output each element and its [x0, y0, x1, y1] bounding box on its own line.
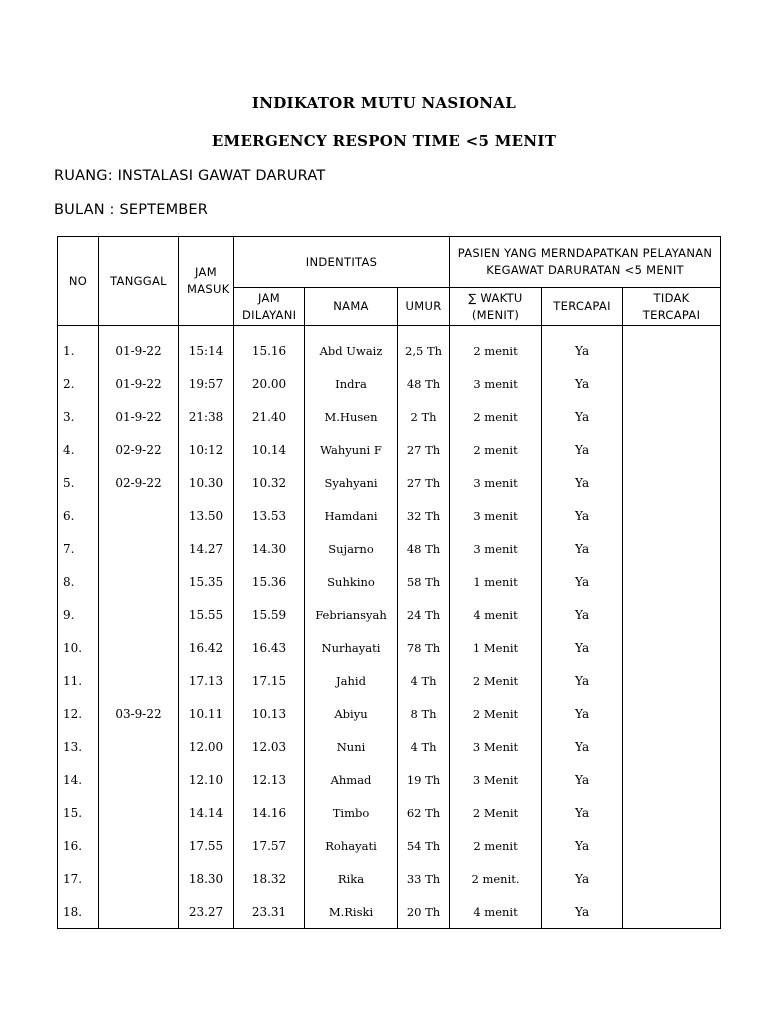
- cell-jam-masuk: 14.27: [179, 532, 234, 565]
- table-row: [58, 895, 721, 929]
- table-row: [58, 532, 721, 565]
- cell-nama: Jahid: [305, 664, 398, 697]
- cell-no: 12.: [58, 697, 99, 730]
- cell-tercapai: Ya: [542, 829, 623, 862]
- cell-jam-masuk: 21:38: [179, 400, 234, 433]
- cell-tidak-tercapai: [623, 433, 721, 466]
- cell-jam-dilayani: 15.16: [234, 326, 305, 368]
- cell-tidak-tercapai: [623, 664, 721, 697]
- cell-jam-dilayani: 14.30: [234, 532, 305, 565]
- cell-umur: 24 Th: [398, 598, 450, 631]
- cell-waktu: 4 menit: [450, 598, 542, 631]
- cell-tercapai: Ya: [542, 862, 623, 895]
- cell-tidak-tercapai: [623, 367, 721, 400]
- cell-tanggal: [99, 796, 179, 829]
- table-row: [58, 730, 721, 763]
- cell-tanggal: 03-9-22: [99, 697, 179, 730]
- cell-jam-dilayani: 10.13: [234, 697, 305, 730]
- cell-nama: Abd Uwaiz: [305, 326, 398, 368]
- cell-tidak-tercapai: [623, 565, 721, 598]
- table-row: [58, 400, 721, 433]
- cell-tidak-tercapai: [623, 631, 721, 664]
- cell-umur: 4 Th: [398, 730, 450, 763]
- cell-jam-masuk: 18.30: [179, 862, 234, 895]
- cell-tanggal: 01-9-22: [99, 326, 179, 368]
- cell-waktu: 2 menit: [450, 400, 542, 433]
- table-row: [58, 598, 721, 631]
- cell-umur: 62 Th: [398, 796, 450, 829]
- cell-jam-dilayani: 12.13: [234, 763, 305, 796]
- table-body: [58, 326, 721, 929]
- header-tercapai: TERCAPAI: [542, 288, 623, 326]
- cell-nama: Febriansyah: [305, 598, 398, 631]
- header-no: NO: [58, 237, 99, 326]
- cell-tanggal: 02-9-22: [99, 466, 179, 499]
- cell-jam-dilayani: 15.59: [234, 598, 305, 631]
- cell-nama: Rika: [305, 862, 398, 895]
- document-title: INDIKATOR MUTU NASIONAL: [251, 94, 517, 112]
- cell-umur: 48 Th: [398, 532, 450, 565]
- cell-tanggal: 02-9-22: [99, 433, 179, 466]
- cell-tercapai: Ya: [542, 763, 623, 796]
- cell-no: 9.: [58, 598, 99, 631]
- cell-waktu: 3 menit: [450, 466, 542, 499]
- cell-waktu: 2 menit: [450, 829, 542, 862]
- cell-nama: Sujarno: [305, 532, 398, 565]
- table-row: [58, 763, 721, 796]
- cell-umur: 20 Th: [398, 895, 450, 929]
- header-jam-dilayani: JAM DILAYANI: [234, 288, 305, 326]
- cell-umur: 78 Th: [398, 631, 450, 664]
- cell-no: 14.: [58, 763, 99, 796]
- document-subtitle: EMERGENCY RESPON TIME <5 MENIT: [211, 132, 557, 150]
- header-jam-masuk: JAM MASUK: [179, 237, 234, 326]
- cell-jam-masuk: 17.13: [179, 664, 234, 697]
- table-row: [58, 367, 721, 400]
- cell-jam-dilayani: 15.36: [234, 565, 305, 598]
- cell-jam-dilayani: 18.32: [234, 862, 305, 895]
- cell-tercapai: Ya: [542, 433, 623, 466]
- cell-tanggal: [99, 829, 179, 862]
- cell-jam-dilayani: 20.00: [234, 367, 305, 400]
- table-row: [58, 565, 721, 598]
- cell-nama: M.Riski: [305, 895, 398, 929]
- cell-jam-dilayani: 13.53: [234, 499, 305, 532]
- cell-waktu: 2 Menit: [450, 697, 542, 730]
- cell-umur: 54 Th: [398, 829, 450, 862]
- cell-tercapai: Ya: [542, 499, 623, 532]
- cell-umur: 4 Th: [398, 664, 450, 697]
- cell-tercapai: Ya: [542, 367, 623, 400]
- cell-waktu: 3 menit: [450, 367, 542, 400]
- cell-nama: Indra: [305, 367, 398, 400]
- cell-tercapai: Ya: [542, 400, 623, 433]
- cell-umur: 8 Th: [398, 697, 450, 730]
- cell-tercapai: Ya: [542, 895, 623, 929]
- response-time-table: [57, 236, 721, 929]
- cell-tidak-tercapai: [623, 763, 721, 796]
- cell-nama: Rohayati: [305, 829, 398, 862]
- cell-jam-dilayani: 17.57: [234, 829, 305, 862]
- cell-tercapai: Ya: [542, 796, 623, 829]
- header-indentitas: INDENTITAS: [234, 237, 450, 288]
- cell-jam-dilayani: 10.14: [234, 433, 305, 466]
- cell-jam-dilayani: 12.03: [234, 730, 305, 763]
- header-tanggal: TANGGAL: [99, 237, 179, 326]
- cell-nama: Suhkino: [305, 565, 398, 598]
- cell-tidak-tercapai: [623, 862, 721, 895]
- cell-jam-masuk: 15:14: [179, 326, 234, 368]
- bulan-label: BULAN : SEPTEMBER: [54, 202, 209, 218]
- cell-waktu: 3 Menit: [450, 763, 542, 796]
- cell-waktu: 2 menit: [450, 433, 542, 466]
- cell-tercapai: Ya: [542, 730, 623, 763]
- cell-umur: 27 Th: [398, 466, 450, 499]
- cell-umur: 32 Th: [398, 499, 450, 532]
- cell-no: 4.: [58, 433, 99, 466]
- cell-tanggal: 01-9-22: [99, 400, 179, 433]
- cell-nama: Timbo: [305, 796, 398, 829]
- cell-jam-dilayani: 17.15: [234, 664, 305, 697]
- cell-jam-masuk: 15.55: [179, 598, 234, 631]
- cell-tidak-tercapai: [623, 400, 721, 433]
- cell-tercapai: Ya: [542, 532, 623, 565]
- table-header: [58, 237, 721, 326]
- cell-tanggal: [99, 763, 179, 796]
- cell-tanggal: [99, 730, 179, 763]
- cell-nama: Syahyani: [305, 466, 398, 499]
- table-row: [58, 499, 721, 532]
- cell-jam-masuk: 13.50: [179, 499, 234, 532]
- cell-jam-masuk: 17.55: [179, 829, 234, 862]
- cell-umur: 27 Th: [398, 433, 450, 466]
- header-tidak-tercapai: TIDAK TERCAPAI: [623, 288, 721, 326]
- cell-jam-dilayani: 14.16: [234, 796, 305, 829]
- cell-tidak-tercapai: [623, 466, 721, 499]
- cell-jam-dilayani: 21.40: [234, 400, 305, 433]
- cell-jam-masuk: 10.11: [179, 697, 234, 730]
- cell-umur: 2 Th: [398, 400, 450, 433]
- cell-tanggal: [99, 565, 179, 598]
- cell-tanggal: [99, 598, 179, 631]
- cell-umur: 19 Th: [398, 763, 450, 796]
- cell-waktu: 2 Menit: [450, 796, 542, 829]
- table-row: [58, 697, 721, 730]
- cell-jam-dilayani: 23.31: [234, 895, 305, 929]
- cell-no: 11.: [58, 664, 99, 697]
- cell-waktu: 4 menit: [450, 895, 542, 929]
- cell-tidak-tercapai: [623, 796, 721, 829]
- cell-umur: 58 Th: [398, 565, 450, 598]
- table-row: [58, 631, 721, 664]
- cell-waktu: 1 Menit: [450, 631, 542, 664]
- cell-jam-masuk: 10:12: [179, 433, 234, 466]
- header-nama: NAMA: [305, 288, 398, 326]
- cell-tanggal: [99, 862, 179, 895]
- cell-no: 16.: [58, 829, 99, 862]
- cell-nama: Nurhayati: [305, 631, 398, 664]
- header-pasien: PASIEN YANG MERNDAPATKAN PELAYANAN KEGAWAT DARURATAN <5 MENIT: [450, 237, 721, 288]
- cell-tanggal: [99, 664, 179, 697]
- cell-waktu: 2 menit: [450, 326, 542, 368]
- cell-no: 6.: [58, 499, 99, 532]
- cell-nama: Hamdani: [305, 499, 398, 532]
- cell-tidak-tercapai: [623, 326, 721, 368]
- table-row: [58, 466, 721, 499]
- table-row: [58, 829, 721, 862]
- cell-no: 15.: [58, 796, 99, 829]
- cell-waktu: 3 menit: [450, 532, 542, 565]
- cell-umur: 48 Th: [398, 367, 450, 400]
- cell-tercapai: Ya: [542, 598, 623, 631]
- cell-no: 17.: [58, 862, 99, 895]
- table-row: [58, 326, 721, 368]
- cell-tanggal: [99, 895, 179, 929]
- cell-tercapai: Ya: [542, 697, 623, 730]
- cell-tanggal: [99, 499, 179, 532]
- cell-no: 13.: [58, 730, 99, 763]
- cell-waktu: 1 menit: [450, 565, 542, 598]
- cell-umur: 2,5 Th: [398, 326, 450, 368]
- cell-jam-masuk: 19:57: [179, 367, 234, 400]
- table-row: [58, 664, 721, 697]
- cell-tanggal: [99, 631, 179, 664]
- cell-tidak-tercapai: [623, 598, 721, 631]
- cell-tidak-tercapai: [623, 499, 721, 532]
- cell-waktu: 3 menit: [450, 499, 542, 532]
- cell-tidak-tercapai: [623, 532, 721, 565]
- header-waktu: ∑ WAKTU (MENIT): [450, 288, 542, 326]
- cell-tercapai: Ya: [542, 664, 623, 697]
- cell-nama: Abiyu: [305, 697, 398, 730]
- cell-jam-masuk: 12.00: [179, 730, 234, 763]
- cell-tercapai: Ya: [542, 565, 623, 598]
- cell-umur: 33 Th: [398, 862, 450, 895]
- table-row: [58, 433, 721, 466]
- cell-tidak-tercapai: [623, 829, 721, 862]
- table-row: [58, 862, 721, 895]
- cell-jam-dilayani: 16.43: [234, 631, 305, 664]
- cell-nama: Ahmad: [305, 763, 398, 796]
- ruang-label: RUANG: INSTALASI GAWAT DARURAT: [54, 168, 326, 184]
- cell-no: 2.: [58, 367, 99, 400]
- cell-tidak-tercapai: [623, 730, 721, 763]
- cell-nama: M.Husen: [305, 400, 398, 433]
- cell-no: 1.: [58, 326, 99, 368]
- cell-jam-masuk: 10.30: [179, 466, 234, 499]
- cell-jam-masuk: 15.35: [179, 565, 234, 598]
- cell-tidak-tercapai: [623, 697, 721, 730]
- cell-jam-dilayani: 10.32: [234, 466, 305, 499]
- cell-tidak-tercapai: [623, 895, 721, 929]
- cell-nama: Wahyuni F: [305, 433, 398, 466]
- cell-jam-masuk: 23.27: [179, 895, 234, 929]
- cell-no: 8.: [58, 565, 99, 598]
- cell-no: 5.: [58, 466, 99, 499]
- cell-tercapai: Ya: [542, 466, 623, 499]
- cell-jam-masuk: 14.14: [179, 796, 234, 829]
- cell-jam-masuk: 16.42: [179, 631, 234, 664]
- cell-jam-masuk: 12.10: [179, 763, 234, 796]
- cell-tanggal: 01-9-22: [99, 367, 179, 400]
- header-umur: UMUR: [398, 288, 450, 326]
- cell-tanggal: [99, 532, 179, 565]
- cell-tercapai: Ya: [542, 631, 623, 664]
- cell-no: 18.: [58, 895, 99, 929]
- cell-no: 10.: [58, 631, 99, 664]
- cell-nama: Nuni: [305, 730, 398, 763]
- cell-no: 7.: [58, 532, 99, 565]
- table-row: [58, 796, 721, 829]
- cell-no: 3.: [58, 400, 99, 433]
- cell-waktu: 2 menit.: [450, 862, 542, 895]
- cell-waktu: 2 Menit: [450, 664, 542, 697]
- cell-tercapai: Ya: [542, 326, 623, 368]
- cell-waktu: 3 Menit: [450, 730, 542, 763]
